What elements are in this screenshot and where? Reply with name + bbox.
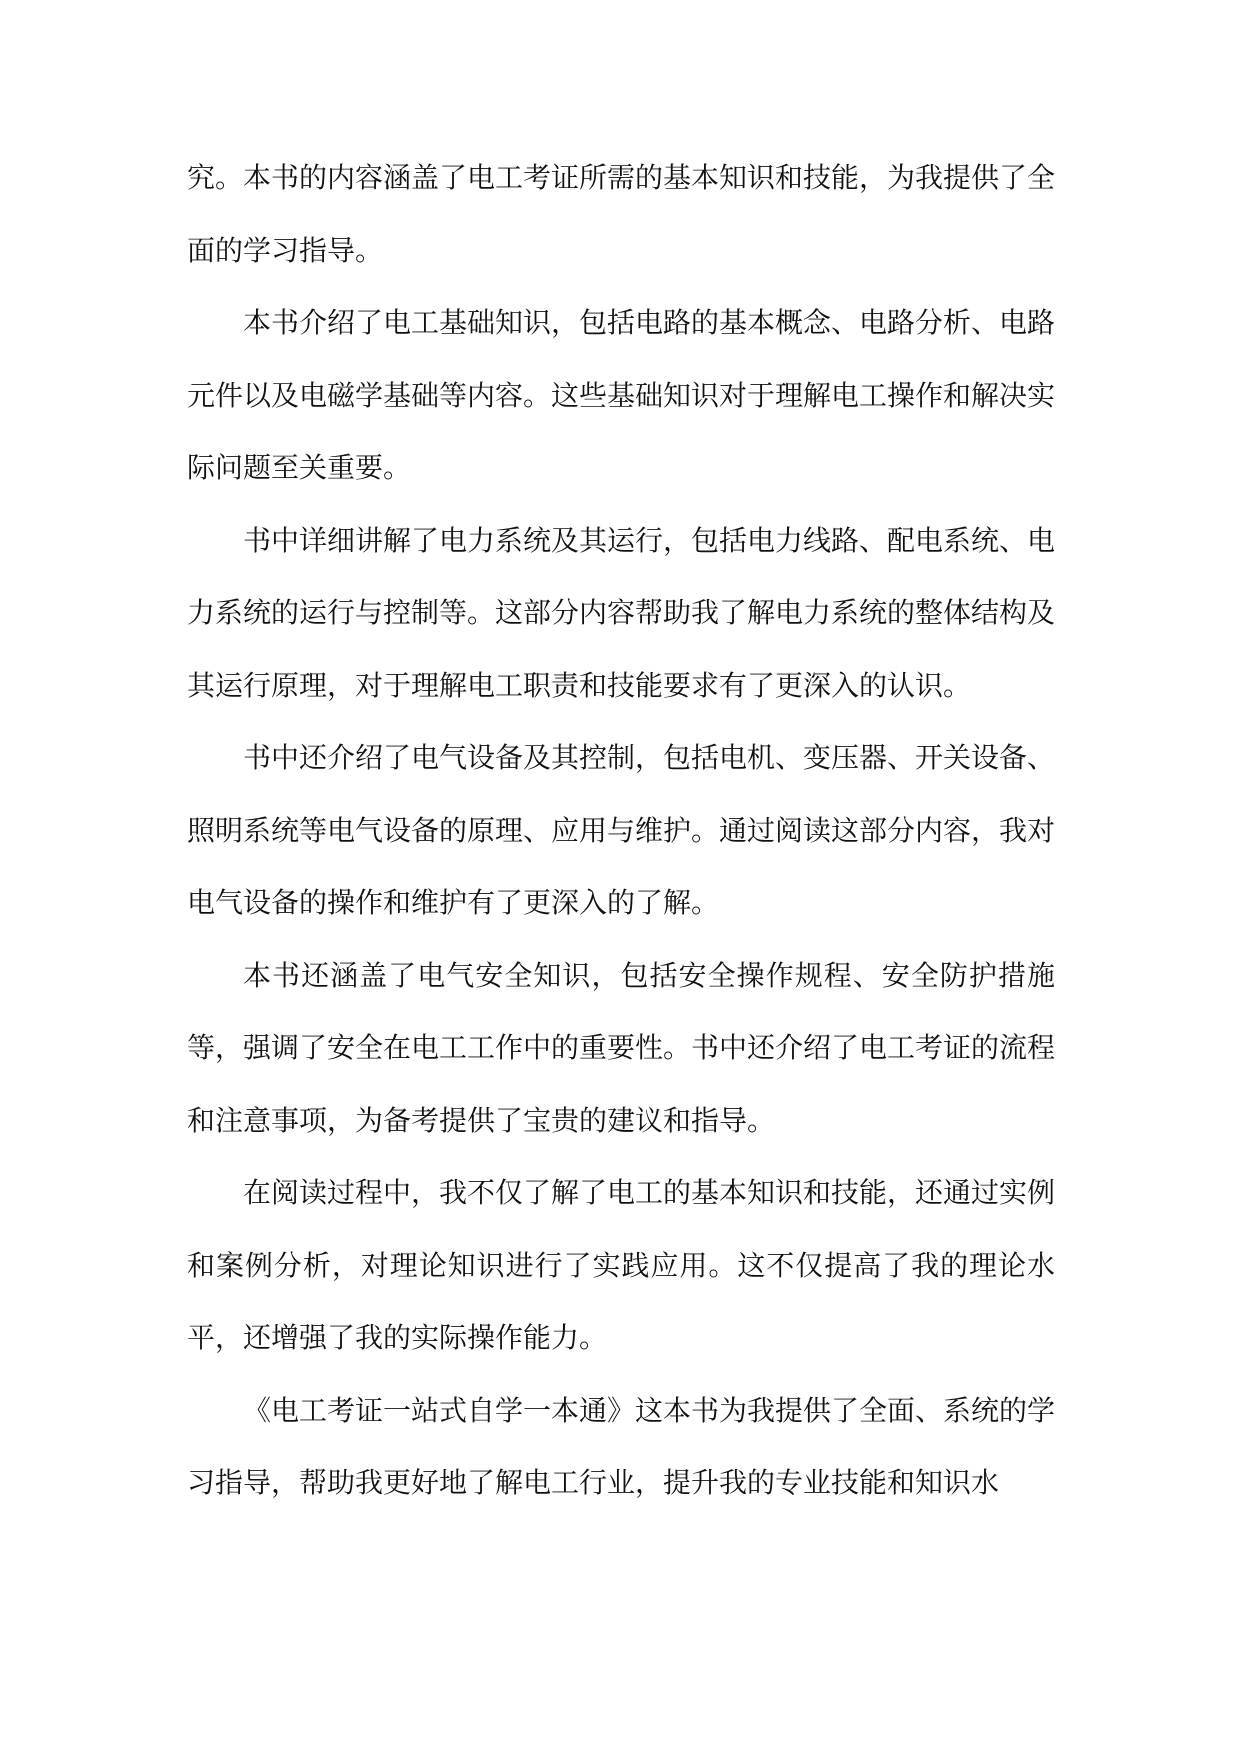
paragraph-5: 本书还涵盖了电气安全知识，包括安全操作规程、安全防护措施等，强调了安全在电工工作中的重要性。书中还介绍了电工考证的流程和注意事项，为备考提供了宝贵的建议和指导。 — [187, 958, 1056, 1137]
document-body — [187, 142, 1055, 1520]
paragraph-3: 书中详细讲解了电力系统及其运行，包括电力线路、配电系统、电力系统的运行与控制等。这部分内容帮助我了解电力系统的整体结构及其运行原理，对于理解电工职责和技能要求有了更深入的认识。 — [187, 523, 1056, 702]
paragraph-4: 书中还介绍了电气设备及其控制，包括电机、变压器、开关设备、照明系统等电气设备的原理、应用与维护。通过阅读这部分内容，我对电气设备的操作和维护有了更深入的了解。 — [187, 741, 1056, 919]
paragraph-2: 本书介绍了电工基础知识，包括电路的基本概念、电路分析、电路元件以及电磁学基础等内容。这些基础知识对于理解电工操作和解决实际问题至关重要。 — [187, 306, 1056, 484]
paragraph-6: 在阅读过程中，我不仅了解了电工的基本知识和技能，还通过实例和案例分析，对理论知识进行了实践应用。这不仅提高了我的理论水平，还增强了我的实际操作能力。 — [187, 1176, 1056, 1354]
paragraph-1: 究。本书的内容涵盖了电工考证所需的基本知识和技能，为我提供了全面的学习指导。 — [187, 161, 1056, 267]
paragraph-7: 《电工考证一站式自学一本通》这本书为我提供了全面、系统的学习指导，帮助我更好地了解电工行业，提升我的专业技能和知识水 — [187, 1393, 1056, 1499]
